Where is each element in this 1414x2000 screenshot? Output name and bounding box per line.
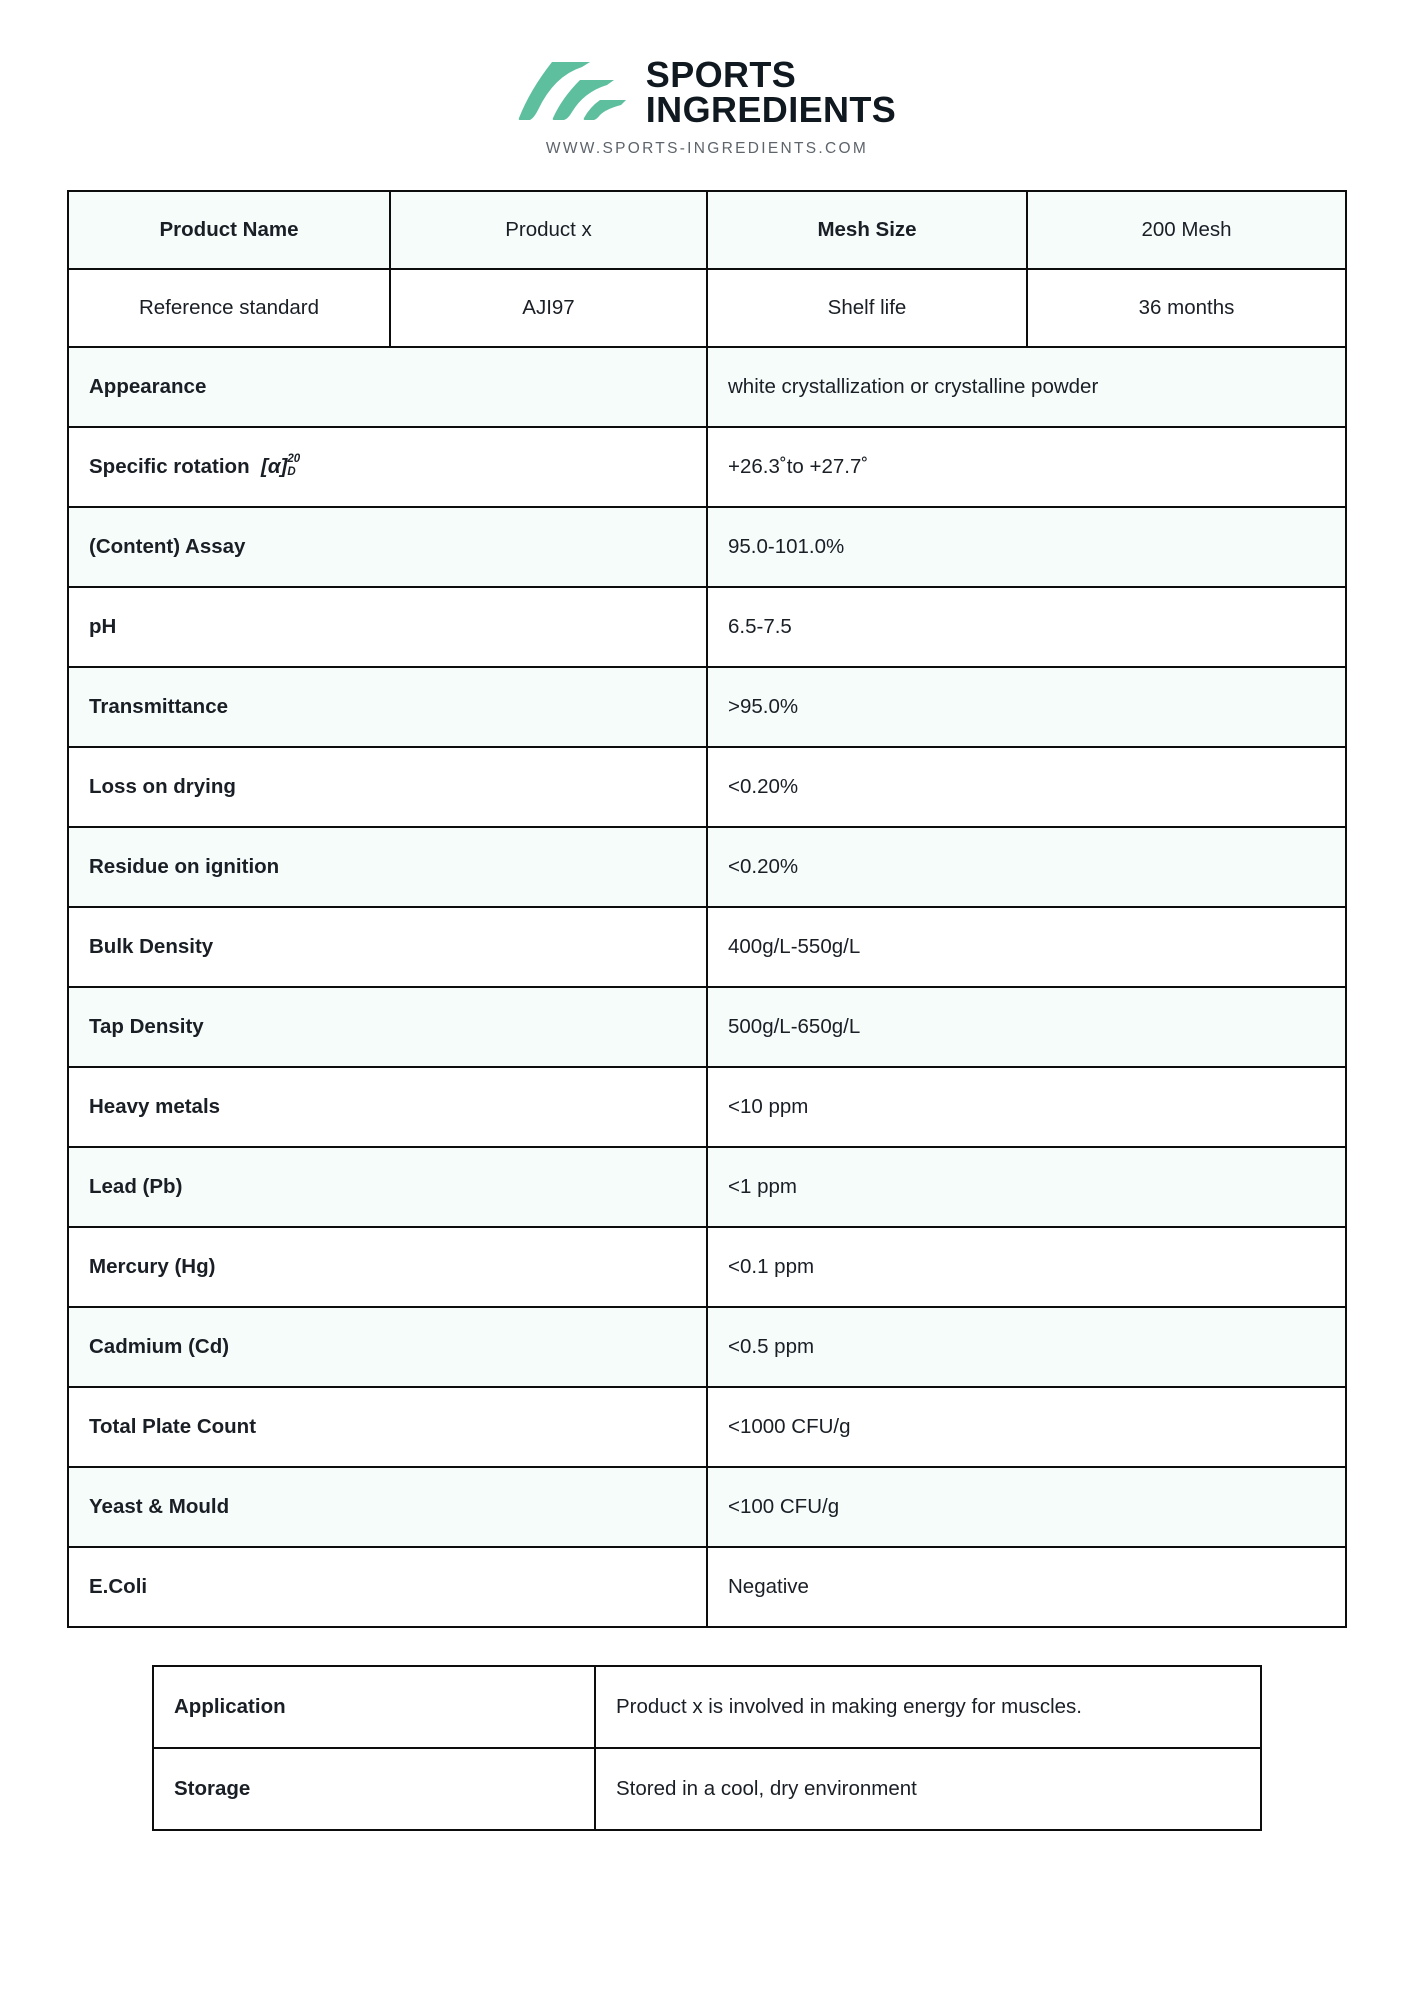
cell-ph-label: pH — [68, 587, 707, 667]
table-row — [68, 191, 1346, 269]
brand-wordmark — [645, 54, 897, 130]
cell-mesh-size-value: 200 Mesh — [1027, 191, 1346, 269]
specification-table — [67, 190, 1347, 1628]
cell-appearance-label: Appearance — [68, 347, 707, 427]
table-row — [68, 987, 1346, 1067]
cell-mercury-label: Mercury (Hg) — [68, 1227, 707, 1307]
table-row — [153, 1666, 1261, 1748]
cell-loss-on-drying-label: Loss on drying — [68, 747, 707, 827]
cell-bulk-density-label: Bulk Density — [68, 907, 707, 987]
table-row — [68, 269, 1346, 347]
table-row — [68, 827, 1346, 907]
cell-specific-rotation-label — [68, 427, 707, 507]
cell-product-name-value: Product x — [390, 191, 707, 269]
rotation-subscript: D — [287, 465, 296, 478]
table-row — [68, 907, 1346, 987]
cell-shelf-life-label: Shelf life — [707, 269, 1027, 347]
table-row — [153, 1748, 1261, 1830]
table-row — [68, 1307, 1346, 1387]
table-row — [68, 507, 1346, 587]
document-header — [0, 0, 1414, 158]
table-row — [68, 667, 1346, 747]
cell-ecoli-label: E.Coli — [68, 1547, 707, 1627]
cell-total-plate-count-value: <1000 CFU/g — [707, 1387, 1346, 1467]
cell-ecoli-value: Negative — [707, 1547, 1346, 1627]
cell-cadmium-value: <0.5 ppm — [707, 1307, 1346, 1387]
cell-application-value: Product x is involved in making energy for muscles. — [595, 1666, 1261, 1748]
cell-tap-density-value: 500g/L-650g/L — [707, 987, 1346, 1067]
cell-content-assay-label: (Content) Assay — [68, 507, 707, 587]
cell-reference-standard-value: AJI97 — [390, 269, 707, 347]
cell-ph-value: 6.5-7.5 — [707, 587, 1346, 667]
table-row — [68, 1227, 1346, 1307]
cell-appearance-value: white crystallization or crystalline powder — [707, 347, 1346, 427]
table-row — [68, 1147, 1346, 1227]
cell-storage-value: Stored in a cool, dry environment — [595, 1748, 1261, 1830]
cell-total-plate-count-label: Total Plate Count — [68, 1387, 707, 1467]
brand-name-line1: SPORTS — [645, 54, 797, 95]
cell-residue-on-ignition-label: Residue on ignition — [68, 827, 707, 907]
table-row — [68, 1547, 1346, 1627]
cell-tap-density-label: Tap Density — [68, 987, 707, 1067]
table-row — [68, 427, 1346, 507]
table-row — [68, 347, 1346, 427]
cell-heavy-metals-value: <10 ppm — [707, 1067, 1346, 1147]
table-row — [68, 1467, 1346, 1547]
specific-rotation-text: Specific rotation — [89, 454, 250, 478]
table-row — [68, 587, 1346, 667]
cell-lead-label: Lead (Pb) — [68, 1147, 707, 1227]
sports-ingredients-swoosh-logo-icon — [518, 62, 630, 124]
rotation-superscript: 20 — [287, 453, 301, 466]
cell-transmittance-value: >95.0% — [707, 667, 1346, 747]
cell-heavy-metals-label: Heavy metals — [68, 1067, 707, 1147]
cell-specific-rotation-value: +26.3˚to +27.7˚ — [707, 427, 1346, 507]
cell-transmittance-label: Transmittance — [68, 667, 707, 747]
cell-product-name-label: Product Name — [68, 191, 390, 269]
cell-cadmium-label: Cadmium (Cd) — [68, 1307, 707, 1387]
table-row — [68, 1387, 1346, 1467]
brand-logo — [518, 54, 897, 130]
cell-residue-on-ignition-value: <0.20% — [707, 827, 1346, 907]
cell-mercury-value: <0.1 ppm — [707, 1227, 1346, 1307]
cell-application-label: Application — [153, 1666, 595, 1748]
brand-website-url: WWW.SPORTS-INGREDIENTS.COM — [545, 140, 869, 158]
cell-lead-value: <1 ppm — [707, 1147, 1346, 1227]
cell-bulk-density-value: 400g/L-550g/L — [707, 907, 1346, 987]
table-row — [68, 1067, 1346, 1147]
brand-name-line2: INGREDIENTS — [645, 88, 897, 130]
cell-loss-on-drying-value: <0.20% — [707, 747, 1346, 827]
cell-mesh-size-label: Mesh Size — [707, 191, 1027, 269]
cell-yeast-mould-label: Yeast & Mould — [68, 1467, 707, 1547]
cell-yeast-mould-value: <100 CFU/g — [707, 1467, 1346, 1547]
cell-content-assay-value: 95.0-101.0% — [707, 507, 1346, 587]
cell-reference-standard-label: Reference standard — [68, 269, 390, 347]
alpha-bracket-symbol: [α] — [261, 454, 288, 478]
rotation-sup-sub — [287, 454, 300, 478]
cell-shelf-life-value: 36 months — [1027, 269, 1346, 347]
table-row — [68, 747, 1346, 827]
application-storage-table — [152, 1665, 1262, 1831]
cell-storage-label: Storage — [153, 1748, 595, 1830]
